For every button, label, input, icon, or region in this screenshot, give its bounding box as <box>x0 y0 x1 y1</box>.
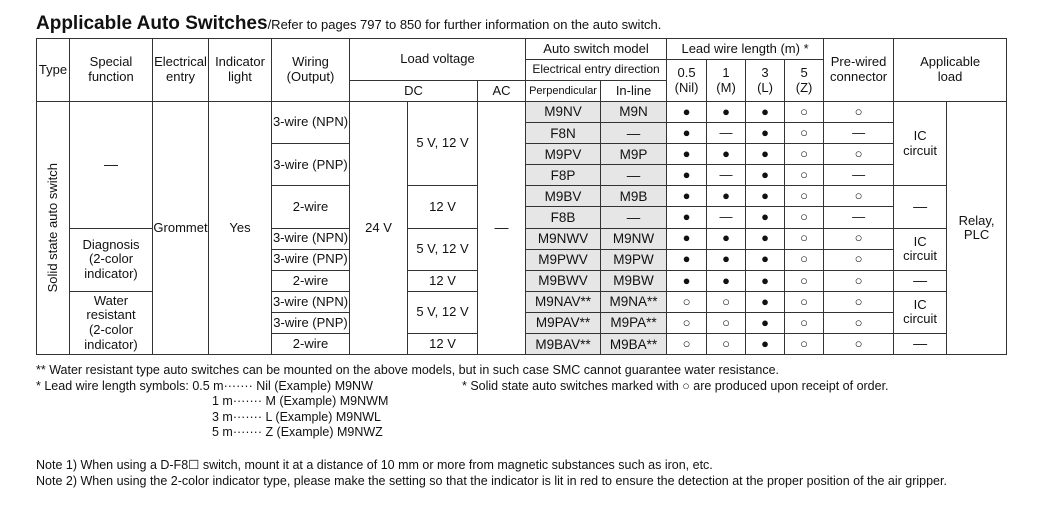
header-prewired: Pre-wired connector <box>824 39 894 102</box>
model-perpendicular: F8B <box>526 207 601 228</box>
wiring-cell: 2-wire <box>272 186 350 228</box>
len-5-cell: ○ <box>785 144 824 165</box>
load-ic-cell: IC circuit <box>894 102 947 186</box>
model-inline: — <box>601 123 667 144</box>
prewired-cell: ○ <box>824 186 894 207</box>
wiring-cell: 3-wire (NPN) <box>272 291 350 312</box>
len-5-cell: ○ <box>785 249 824 270</box>
len-5-cell: ○ <box>785 291 824 312</box>
wiring-cell: 3-wire (PNP) <box>272 249 350 270</box>
len-5-cell: ○ <box>785 102 824 123</box>
wiring-cell: 3-wire (NPN) <box>272 228 350 249</box>
ac-cell: — <box>478 102 526 355</box>
dc-voltage-cell: 5 V, 12 V <box>408 102 478 186</box>
len-3-cell: ● <box>746 249 785 270</box>
header-dc: DC <box>350 81 478 102</box>
len-05-cell: ○ <box>667 312 707 333</box>
len-5-cell: ○ <box>785 123 824 144</box>
header-entry-direction: Electrical entry direction <box>526 60 667 81</box>
model-perpendicular: F8P <box>526 165 601 186</box>
type-cell <box>37 102 70 355</box>
len-1-cell: ○ <box>707 312 746 333</box>
model-inline: M9BA** <box>601 334 667 355</box>
len-05-cell: ● <box>667 165 707 186</box>
function-water-resistant: Water resistant (2-color indicator) <box>70 291 153 354</box>
header-in-line: In-line <box>601 81 667 102</box>
len-1-cell: ○ <box>707 291 746 312</box>
header-len-5: 5 (Z) <box>785 60 824 102</box>
wiring-cell: 2-wire <box>272 270 350 291</box>
len-5-cell: ○ <box>785 165 824 186</box>
prewired-cell: ○ <box>824 312 894 333</box>
model-inline: M9NW <box>601 228 667 249</box>
note-2: Note 2) When using the 2-color indicator type, please make the setting so that the indicator is lit in red to ensure the detection at the proper position of the air gripper. <box>36 474 947 488</box>
dc-voltage-cell: 12 V <box>408 334 478 355</box>
wiring-cell: 3-wire (PNP) <box>272 312 350 333</box>
len-3-cell: ● <box>746 270 785 291</box>
dc-voltage-cell: 5 V, 12 V <box>408 291 478 333</box>
prewired-cell: — <box>824 165 894 186</box>
dc-voltage-cell: 12 V <box>408 186 478 228</box>
len-1-cell: ○ <box>707 334 746 355</box>
len-1-cell: — <box>707 207 746 228</box>
len-1-cell: — <box>707 165 746 186</box>
table-row <box>37 102 1007 123</box>
len-05-cell: ○ <box>667 291 707 312</box>
len-5-cell: ○ <box>785 207 824 228</box>
header-indicator-light: Indicator light <box>209 39 272 102</box>
model-inline: M9PW <box>601 249 667 270</box>
len-3-cell: ● <box>746 123 785 144</box>
dc-24v-cell: 24 V <box>350 102 408 355</box>
prewired-cell: — <box>824 123 894 144</box>
section-title <box>36 13 661 35</box>
entry-cell: Grommet <box>153 102 209 355</box>
len-5-cell: ○ <box>785 312 824 333</box>
len-3-cell: ● <box>746 334 785 355</box>
note-lead-wire: * Lead wire length symbols: 0.5 m······· Nil (Example) M9NW <box>36 378 373 393</box>
load-dash-cell: — <box>894 334 947 355</box>
dc-voltage-cell: 12 V <box>408 270 478 291</box>
len-05-cell: ● <box>667 270 707 291</box>
header-lead-wire-length: Lead wire length (m) * <box>667 39 824 60</box>
prewired-cell: ○ <box>824 334 894 355</box>
load-ic-cell: IC circuit <box>894 228 947 270</box>
dc-voltage-cell: 5 V, 12 V <box>408 228 478 270</box>
header-ac: AC <box>478 81 526 102</box>
model-perpendicular: M9PAV** <box>526 312 601 333</box>
model-inline: M9NA** <box>601 291 667 312</box>
len-5-cell: ○ <box>785 334 824 355</box>
auto-switch-table <box>36 38 1007 355</box>
len-05-cell: ● <box>667 123 707 144</box>
note-solid-state: * Solid state auto switches marked with ○ are produced upon receipt of order. <box>462 378 889 393</box>
load-ic-cell: IC circuit <box>894 291 947 333</box>
model-perpendicular: M9BAV** <box>526 334 601 355</box>
model-inline: M9P <box>601 144 667 165</box>
len-05-cell: ● <box>667 249 707 270</box>
model-perpendicular: M9PV <box>526 144 601 165</box>
len-05-cell: ● <box>667 186 707 207</box>
len-05-cell: ● <box>667 102 707 123</box>
len-3-cell: ● <box>746 228 785 249</box>
len-1-cell: ● <box>707 102 746 123</box>
model-perpendicular: M9BWV <box>526 270 601 291</box>
prewired-cell: ○ <box>824 270 894 291</box>
load-dash-cell: — <box>894 186 947 228</box>
len-1-cell: ● <box>707 270 746 291</box>
header-len-05: 0.5 (Nil) <box>667 60 707 102</box>
len-1-cell: ● <box>707 144 746 165</box>
len-1-cell: ● <box>707 228 746 249</box>
wiring-cell: 3-wire (NPN) <box>272 102 350 144</box>
model-perpendicular: M9BV <box>526 186 601 207</box>
prewired-cell: — <box>824 207 894 228</box>
len-3-cell: ● <box>746 144 785 165</box>
prewired-cell: ○ <box>824 102 894 123</box>
len-05-cell: ○ <box>667 334 707 355</box>
model-perpendicular: M9NAV** <box>526 291 601 312</box>
note-1: Note 1) When using a D-F8☐ switch, mount it at a distance of 10 mm or more from magnetic substances such as iron, etc. <box>36 458 713 472</box>
header-wiring: Wiring (Output) <box>272 39 350 102</box>
header-len-1: 1 (M) <box>707 60 746 102</box>
len-1-cell: ● <box>707 186 746 207</box>
title-main: Applicable Auto Switches <box>36 13 268 34</box>
len-3-cell: ● <box>746 291 785 312</box>
len-3-cell: ● <box>746 186 785 207</box>
notes-block <box>36 457 947 489</box>
note-lead-3m: 3 m······· L (Example) M9NWL <box>212 409 381 424</box>
note-water-resistant: ** Water resistant type auto switches can be mounted on the above models, but in such case SMC cannot guarantee water resistance. <box>36 363 779 377</box>
header-auto-switch-model: Auto switch model <box>526 39 667 60</box>
function-none: — <box>70 102 153 229</box>
footnotes <box>36 363 889 441</box>
header-electrical-entry: Electrical entry <box>153 39 209 102</box>
prewired-cell: ○ <box>824 228 894 249</box>
len-05-cell: ● <box>667 144 707 165</box>
title-reference: /Refer to pages 797 to 850 for further information on the auto switch. <box>267 17 662 32</box>
model-perpendicular: M9PWV <box>526 249 601 270</box>
function-diagnosis: Diagnosis (2-color indicator) <box>70 228 153 291</box>
header-perpendicular: Perpendicular <box>526 81 601 102</box>
len-05-cell: ● <box>667 207 707 228</box>
header-special-function: Special function <box>70 39 153 102</box>
model-inline: M9BW <box>601 270 667 291</box>
len-3-cell: ● <box>746 312 785 333</box>
model-perpendicular: F8N <box>526 123 601 144</box>
header-load-voltage: Load voltage <box>350 39 526 81</box>
wiring-cell: 2-wire <box>272 334 350 355</box>
header-type: Type <box>37 39 70 102</box>
len-3-cell: ● <box>746 102 785 123</box>
len-5-cell: ○ <box>785 270 824 291</box>
len-05-cell: ● <box>667 228 707 249</box>
note-lead-wire-row <box>36 378 889 395</box>
header-applicable-load: Applicable load <box>894 39 1007 102</box>
indicator-cell: Yes <box>209 102 272 355</box>
load-relay-cell: Relay, PLC <box>947 102 1007 355</box>
model-inline: — <box>601 207 667 228</box>
note-lead-1m: 1 m······· M (Example) M9NWM <box>212 394 389 408</box>
prewired-cell: ○ <box>824 291 894 312</box>
model-inline: M9N <box>601 102 667 123</box>
model-perpendicular: M9NV <box>526 102 601 123</box>
note-lead-5m: 5 m······· Z (Example) M9NWZ <box>212 425 383 439</box>
len-5-cell: ○ <box>785 186 824 207</box>
len-1-cell: ● <box>707 249 746 270</box>
len-5-cell: ○ <box>785 228 824 249</box>
model-inline: M9PA** <box>601 312 667 333</box>
type-label: Solid state auto switch <box>44 163 60 293</box>
header-len-3: 3 (L) <box>746 60 785 102</box>
len-1-cell: — <box>707 123 746 144</box>
model-perpendicular: M9NWV <box>526 228 601 249</box>
len-3-cell: ● <box>746 165 785 186</box>
model-inline: M9B <box>601 186 667 207</box>
wiring-cell: 3-wire (PNP) <box>272 144 350 186</box>
prewired-cell: ○ <box>824 144 894 165</box>
prewired-cell: ○ <box>824 249 894 270</box>
load-dash-cell: — <box>894 270 947 291</box>
len-3-cell: ● <box>746 207 785 228</box>
model-inline: — <box>601 165 667 186</box>
